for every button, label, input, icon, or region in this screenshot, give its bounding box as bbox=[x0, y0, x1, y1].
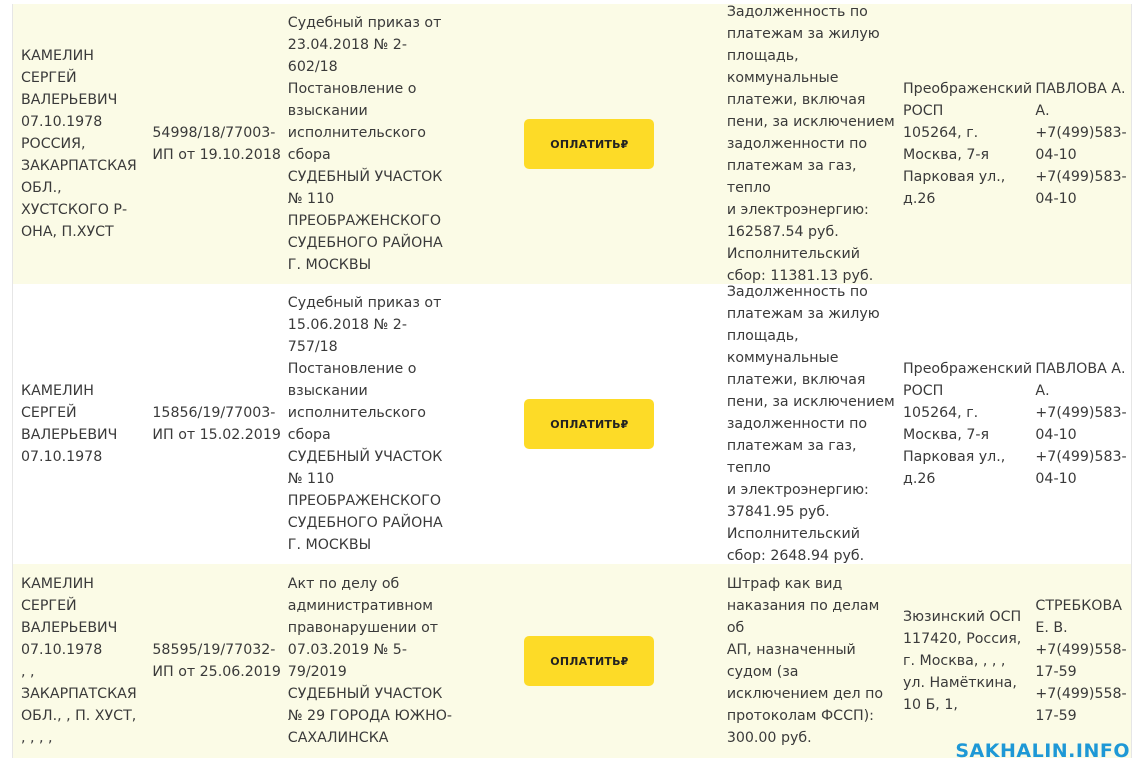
enforcement-number: 54998/18/77003- ИП от 19.10.2018 bbox=[152, 125, 281, 163]
debts-table bbox=[12, 4, 1132, 758]
debtor-name: КАМЕЛИН СЕРГЕЙ ВАЛЕРЬЕВИЧ 07.10.1978 bbox=[21, 383, 118, 465]
pay-cell bbox=[456, 399, 723, 449]
debtor-name: КАМЕЛИН СЕРГЕЙ ВАЛЕРЬЕВИЧ 07.10.1978 РОССИЯ, ЗАКАРПАТСКАЯ ОБЛ., ХУСТСКОГО Р- ОНА, П.ХУСТ bbox=[21, 48, 137, 240]
table-row bbox=[13, 284, 1131, 564]
watermark-tld: INFO bbox=[1075, 740, 1130, 762]
bailiff-department: Преображенский РОСП 105264, г. Москва, 7-я Парковая ул., д.26 bbox=[903, 81, 1033, 207]
pay-button[interactable]: ОПЛАТИТЬ₽ bbox=[524, 119, 654, 169]
bailiff-department: Зюзинский ОСП 117420, Россия, г. Москва, , , , ул. Намёткина, 10 Б, 1, bbox=[903, 609, 1022, 713]
bailiff-contact: СТРЕБКОВА Е. В. +7(499)558- 17-59 +7(499)558- 17-59 bbox=[1035, 598, 1127, 724]
site-watermark bbox=[955, 740, 1130, 762]
pay-button[interactable]: ОПЛАТИТЬ₽ bbox=[524, 399, 654, 449]
enforcement-document: Судебный приказ от 23.04.2018 № 2- 602/18 Постановление о взыскании исполнительского сбора СУДЕБНЫЙ УЧАСТОК № 110 ПРЕОБРАЖЕНСКОГО СУДЕБНОГО РАЙОНА Г. МОСКВЫ bbox=[287, 15, 443, 273]
pay-cell bbox=[456, 119, 723, 169]
watermark-name: SAKHALIN bbox=[955, 740, 1069, 762]
debt-subject: Штраф как вид наказания по делам об АП, назначенный судом (за исключением дел по протоколам ФССП): 300.00 руб. bbox=[726, 576, 884, 746]
pay-button[interactable]: ОПЛАТИТЬ₽ bbox=[524, 636, 654, 686]
enforcement-number: 15856/19/77003- ИП от 15.02.2019 bbox=[152, 405, 281, 443]
table-row bbox=[13, 4, 1131, 284]
bailiff-contact: ПАВЛОВА А. А. +7(499)583- 04-10 +7(499)583- 04-10 bbox=[1035, 81, 1127, 207]
watermark-dot: . bbox=[1068, 740, 1076, 762]
debt-subject: Задолженность по платежам за жилую площадь, коммунальные платежи, включая пени, за исключением задолженности по платежам за газ, тепло и электроэнергию: 37841.95 руб. Исполнительский сбор: 2648.94 руб. bbox=[726, 284, 895, 564]
debt-subject: Задолженность по платежам за жилую площадь, коммунальные платежи, включая пени, за исключением задолженности по платежам за газ, тепло и электроэнергию: 162587.54 руб. Исполнительский сбор: 11381.13 руб. bbox=[726, 4, 895, 284]
pay-cell bbox=[456, 636, 723, 686]
bailiff-department: Преображенский РОСП 105264, г. Москва, 7-я Парковая ул., д.26 bbox=[903, 361, 1033, 487]
table-row bbox=[13, 564, 1131, 758]
debtor-name: КАМЕЛИН СЕРГЕЙ ВАЛЕРЬЕВИЧ 07.10.1978 , , ЗАКАРПАТСКАЯ ОБЛ., , П. ХУСТ, , , , , bbox=[21, 576, 137, 746]
bailiff-contact: ПАВЛОВА А. А. +7(499)583- 04-10 +7(499)583- 04-10 bbox=[1035, 361, 1127, 487]
enforcement-document: Судебный приказ от 15.06.2018 № 2- 757/18 Постановление о взыскании исполнительского сбора СУДЕБНЫЙ УЧАСТОК № 110 ПРЕОБРАЖЕНСКОГО СУДЕБНОГО РАЙОНА Г. МОСКВЫ bbox=[287, 295, 443, 553]
enforcement-number: 58595/19/77032- ИП от 25.06.2019 bbox=[152, 642, 281, 680]
enforcement-document: Акт по делу об административном правонарушении от 07.03.2019 № 5- 79/2019 СУДЕБНЫЙ УЧАСТОК № 29 ГОРОДА ЮЖНО- САХАЛИНСКА bbox=[287, 576, 453, 746]
